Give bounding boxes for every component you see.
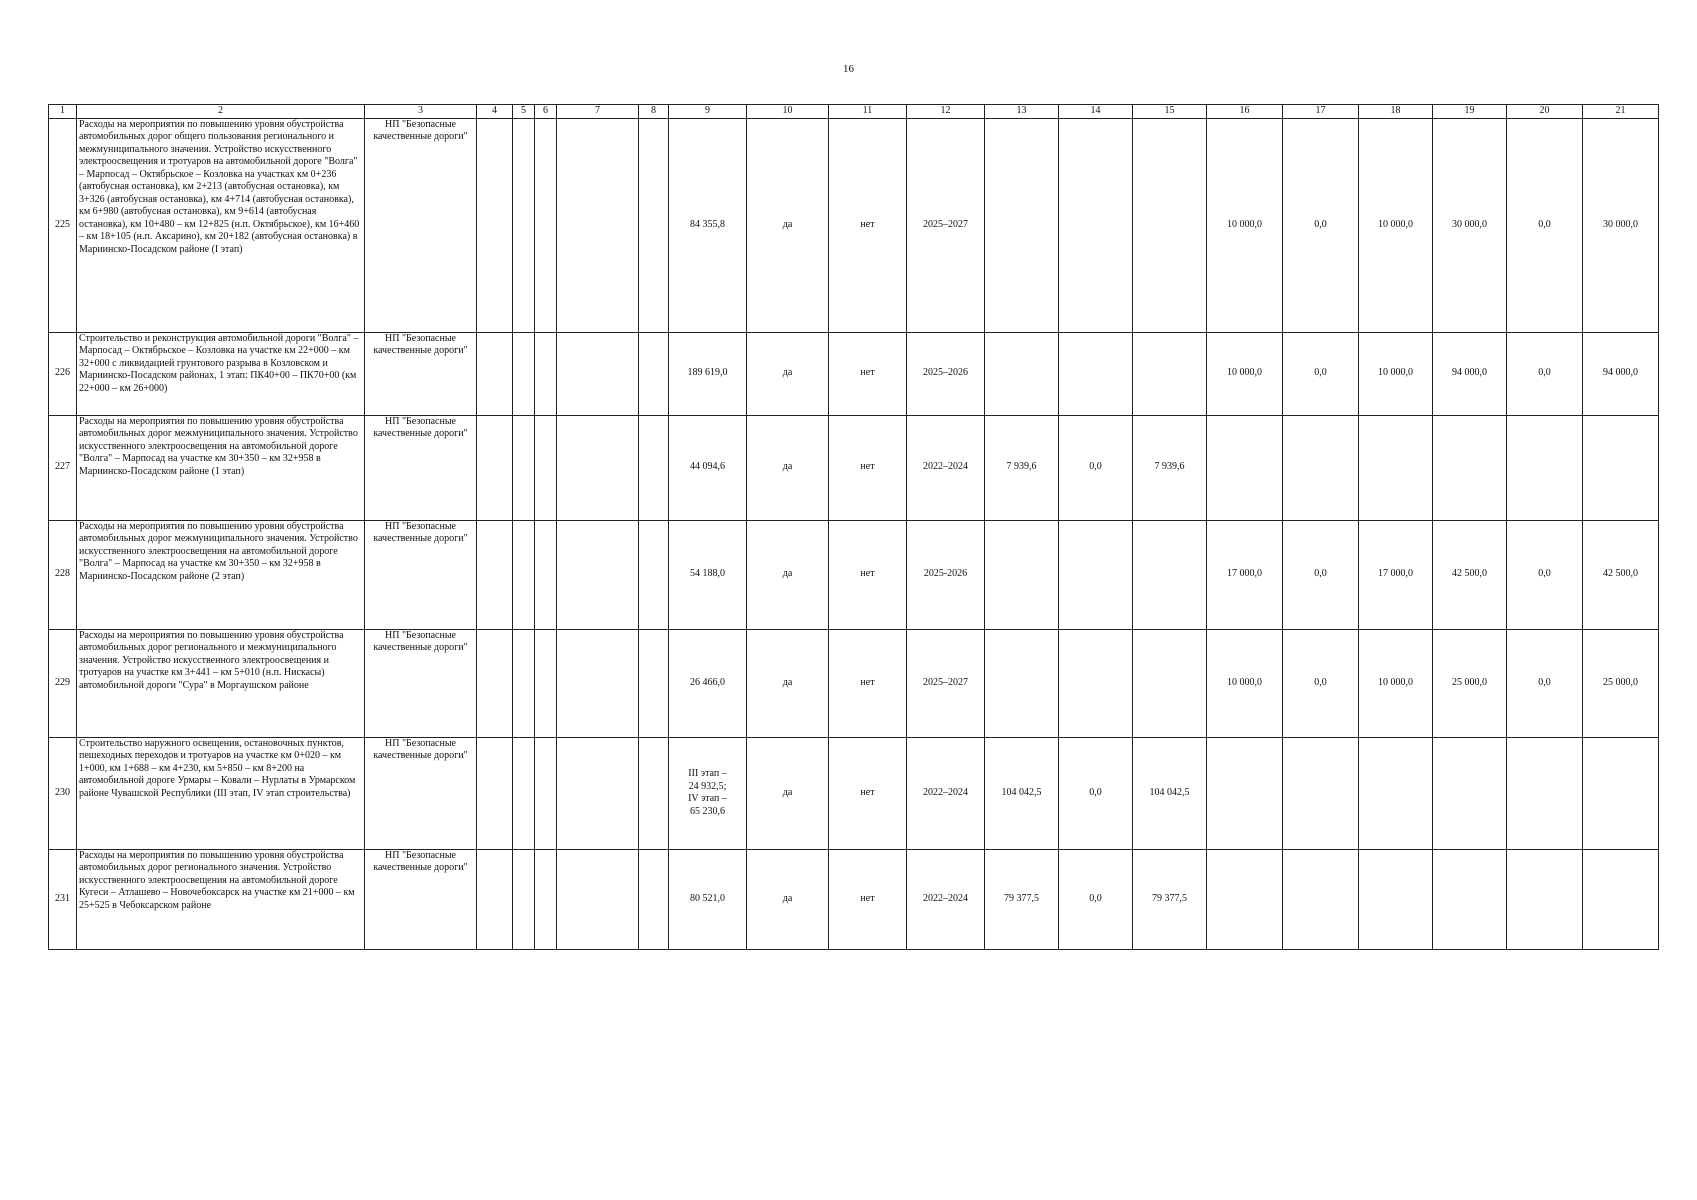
amount-cell — [1359, 849, 1433, 949]
amount-cell: 10 000,0 — [1207, 118, 1283, 332]
empty-cell — [477, 520, 513, 629]
amount-cell: 30 000,0 — [1583, 118, 1659, 332]
amount-cell: 0,0 — [1059, 849, 1133, 949]
row-number: 230 — [49, 737, 77, 849]
amount-cell: 0,0 — [1283, 629, 1359, 737]
amount-cell — [1133, 629, 1207, 737]
cost-cell — [669, 737, 747, 849]
empty-cell — [513, 118, 535, 332]
table-row — [49, 332, 1659, 415]
amount-cell — [985, 118, 1059, 332]
amount-cell: 10 000,0 — [1207, 332, 1283, 415]
amount-cell: 94 000,0 — [1583, 332, 1659, 415]
column-header: 16 — [1207, 105, 1283, 119]
flag-cell: да — [747, 520, 829, 629]
table-row — [49, 118, 1659, 332]
period-cell: 2025-2026 — [907, 520, 985, 629]
column-header: 4 — [477, 105, 513, 119]
amount-cell — [985, 520, 1059, 629]
responsible-org: НП "Безопасные качественные дороги" — [365, 849, 477, 949]
column-header: 15 — [1133, 105, 1207, 119]
table-row — [49, 415, 1659, 520]
amount-cell: 0,0 — [1059, 415, 1133, 520]
amount-cell — [1507, 849, 1583, 949]
amount-cell: 94 000,0 — [1433, 332, 1507, 415]
empty-cell — [535, 118, 557, 332]
row-number: 229 — [49, 629, 77, 737]
amount-cell: 25 000,0 — [1433, 629, 1507, 737]
column-header: 14 — [1059, 105, 1133, 119]
empty-cell — [535, 849, 557, 949]
amount-cell: 42 500,0 — [1583, 520, 1659, 629]
responsible-org: НП "Безопасные качественные дороги" — [365, 332, 477, 415]
period-cell: 2022–2024 — [907, 415, 985, 520]
amount-cell: 10 000,0 — [1359, 629, 1433, 737]
column-header: 8 — [639, 105, 669, 119]
cost-stage-line: 65 230,6 — [690, 805, 725, 817]
empty-cell — [513, 629, 535, 737]
empty-cell — [477, 118, 513, 332]
cost-cell: 26 466,0 — [669, 629, 747, 737]
empty-cell — [535, 415, 557, 520]
cost-cell: 44 094,6 — [669, 415, 747, 520]
period-cell: 2022–2024 — [907, 737, 985, 849]
amount-cell — [1359, 415, 1433, 520]
column-header: 6 — [535, 105, 557, 119]
flag-cell: нет — [829, 332, 907, 415]
flag-cell: да — [747, 629, 829, 737]
amount-cell: 17 000,0 — [1359, 520, 1433, 629]
amount-cell — [1583, 737, 1659, 849]
cost-stage-line: 24 932,5; — [688, 780, 727, 792]
measure-name: Расходы на мероприятия по повышению уровня обустройства автомобильных дорог регионального и межмуниципального значения. Устройство искусственного электроосвещения и тротуаров на участке км 3+441 – км 5+010 (н.п. Нискасы) автомобильной дороги "Сура" в Моргаушском районе — [77, 629, 365, 737]
amount-cell: 7 939,6 — [1133, 415, 1207, 520]
flag-cell: да — [747, 118, 829, 332]
empty-cell — [513, 332, 535, 415]
amount-cell: 0,0 — [1507, 629, 1583, 737]
empty-cell — [639, 118, 669, 332]
empty-cell — [639, 332, 669, 415]
amount-cell — [1059, 629, 1133, 737]
row-number: 231 — [49, 849, 77, 949]
measure-name: Расходы на мероприятия по повышению уровня обустройства автомобильных дорог межмуниципального значения. Устройство искусственного электроосвещения на автомобильной дороге "Волга" – Марпосад на участке км 30+350 – км 32+958 в Мариинско-Посадском районе (2 этап) — [77, 520, 365, 629]
amount-cell: 10 000,0 — [1359, 332, 1433, 415]
amount-cell — [1283, 849, 1359, 949]
measure-name: Строительство и реконструкция автомобильной дороги "Волга" – Марпосад – Октябрьское – Козловка на участке км 22+000 – км 32+000 с ликвидацией грунтового разрыва в Козловском и Мариинско-Посадском районах, 1 этап: ПК40+00 – ПК70+00 (км 22+000 – км 26+000) — [77, 332, 365, 415]
amount-cell: 0,0 — [1283, 118, 1359, 332]
empty-cell — [535, 737, 557, 849]
amount-cell: 10 000,0 — [1359, 118, 1433, 332]
empty-cell — [639, 737, 669, 849]
flag-cell: нет — [829, 629, 907, 737]
empty-cell — [477, 849, 513, 949]
empty-cell — [477, 737, 513, 849]
period-cell: 2022–2024 — [907, 849, 985, 949]
measure-name: Расходы на мероприятия по повышению уровня обустройства автомобильных дорог межмуниципального значения. Устройство искусственного электроосвещения на автомобильной дороге "Волга" – Марпосад на участке км 30+350 – км 32+958 в Мариинско-Посадском районе (1 этап) — [77, 415, 365, 520]
amount-cell — [1583, 849, 1659, 949]
empty-cell — [513, 415, 535, 520]
amount-cell — [985, 332, 1059, 415]
empty-cell — [535, 332, 557, 415]
amount-cell: 0,0 — [1059, 737, 1133, 849]
row-number: 228 — [49, 520, 77, 629]
column-header: 7 — [557, 105, 639, 119]
empty-cell — [557, 629, 639, 737]
column-header: 13 — [985, 105, 1059, 119]
amount-cell: 0,0 — [1507, 332, 1583, 415]
empty-cell — [477, 415, 513, 520]
amount-cell — [1059, 520, 1133, 629]
amount-cell: 0,0 — [1283, 520, 1359, 629]
measure-name: Строительство наружного освещения, остановочных пунктов, пешеходных переходов и тротуаров на участке км 0+020 – км 1+000, км 1+688 – км 4+230, км 5+850 – км 8+200 на автомобильной дороге Урмары – Ковали – Нурлаты в Урмарском районе Чувашской Республики (III этап, IV этап строительства) — [77, 737, 365, 849]
flag-cell: нет — [829, 520, 907, 629]
amount-cell: 0,0 — [1283, 332, 1359, 415]
amount-cell: 42 500,0 — [1433, 520, 1507, 629]
period-cell: 2025–2027 — [907, 118, 985, 332]
cost-cell: 80 521,0 — [669, 849, 747, 949]
cost-stage-line: III этап – — [688, 768, 727, 779]
responsible-org: НП "Безопасные качественные дороги" — [365, 629, 477, 737]
responsible-org: НП "Безопасные качественные дороги" — [365, 520, 477, 629]
amount-cell: 25 000,0 — [1583, 629, 1659, 737]
empty-cell — [477, 629, 513, 737]
empty-cell — [639, 849, 669, 949]
amount-cell — [1283, 737, 1359, 849]
flag-cell: нет — [829, 849, 907, 949]
amount-cell: 0,0 — [1507, 118, 1583, 332]
empty-cell — [639, 629, 669, 737]
amount-cell — [985, 629, 1059, 737]
column-header: 11 — [829, 105, 907, 119]
amount-cell — [1359, 737, 1433, 849]
column-header: 19 — [1433, 105, 1507, 119]
column-header: 3 — [365, 105, 477, 119]
amount-cell — [1283, 415, 1359, 520]
cost-cell: 189 619,0 — [669, 332, 747, 415]
column-header: 10 — [747, 105, 829, 119]
responsible-org: НП "Безопасные качественные дороги" — [365, 737, 477, 849]
empty-cell — [535, 629, 557, 737]
table-row — [49, 849, 1659, 949]
amount-cell — [1207, 415, 1283, 520]
flag-cell: нет — [829, 415, 907, 520]
flag-cell: да — [747, 415, 829, 520]
empty-cell — [557, 520, 639, 629]
column-header: 2 — [77, 105, 365, 119]
cost-cell: 54 188,0 — [669, 520, 747, 629]
amount-cell: 30 000,0 — [1433, 118, 1507, 332]
page-number: 16 — [843, 63, 854, 75]
empty-cell — [557, 415, 639, 520]
amount-cell — [1507, 415, 1583, 520]
amount-cell — [1433, 415, 1507, 520]
empty-cell — [513, 520, 535, 629]
empty-cell — [535, 520, 557, 629]
table-row — [49, 737, 1659, 849]
empty-cell — [639, 415, 669, 520]
program-table — [48, 104, 1659, 950]
amount-cell — [1583, 415, 1659, 520]
empty-cell — [557, 118, 639, 332]
row-number: 226 — [49, 332, 77, 415]
table-row — [49, 629, 1659, 737]
amount-cell: 79 377,5 — [985, 849, 1059, 949]
amount-cell: 0,0 — [1507, 520, 1583, 629]
cost-stage-line: IV этап – — [688, 793, 727, 804]
column-header: 21 — [1583, 105, 1659, 119]
empty-cell — [477, 332, 513, 415]
column-header: 9 — [669, 105, 747, 119]
table-row — [49, 520, 1659, 629]
measure-name: Расходы на мероприятия по повышению уровня обустройства автомобильных дорог общего пользования регионального и межмуниципального значения. Устройство искусственного электроосвещения и тротуаров на автомобильной дороге "Волга" – Марпосад – Октябрьское – Козловка на участках км 0+236 (автобусная остановка), км 2+213 (автобусная остановка), км 3+326 (автобусная остановка), км 4+714 (автобусная остановка), км 6+980 (автобусная остановка), км 9+614 (автобусная остановка), км 10+480 – км 12+825 (н.п. Октябрьское), км 16+460 – км 18+105 (н.п. Аксарино), км 20+182 (автобусная остановка) в Мариинско-Посадском районе (I этап) — [77, 118, 365, 332]
amount-cell: 10 000,0 — [1207, 629, 1283, 737]
column-number-row — [49, 105, 1659, 119]
flag-cell: да — [747, 737, 829, 849]
empty-cell — [513, 737, 535, 849]
flag-cell: да — [747, 849, 829, 949]
amount-cell — [1207, 849, 1283, 949]
period-cell: 2025–2027 — [907, 629, 985, 737]
amount-cell — [1133, 332, 1207, 415]
flag-cell: нет — [829, 118, 907, 332]
amount-cell — [1133, 118, 1207, 332]
row-number: 225 — [49, 118, 77, 332]
empty-cell — [639, 520, 669, 629]
responsible-org: НП "Безопасные качественные дороги" — [365, 118, 477, 332]
responsible-org: НП "Безопасные качественные дороги" — [365, 415, 477, 520]
column-header: 1 — [49, 105, 77, 119]
measure-name: Расходы на мероприятия по повышению уровня обустройства автомобильных дорог регионального значения. Устройство искусственного электроосвещения на автомобильной дороге Кугеси – Атлашево – Новочебоксарск на участке км 21+000 – км 25+525 в Чебоксарском районе — [77, 849, 365, 949]
amount-cell: 17 000,0 — [1207, 520, 1283, 629]
column-header: 20 — [1507, 105, 1583, 119]
amount-cell — [1059, 118, 1133, 332]
column-header: 5 — [513, 105, 535, 119]
amount-cell: 7 939,6 — [985, 415, 1059, 520]
flag-cell: да — [747, 332, 829, 415]
period-cell: 2025–2026 — [907, 332, 985, 415]
column-header: 12 — [907, 105, 985, 119]
amount-cell: 104 042,5 — [1133, 737, 1207, 849]
empty-cell — [557, 737, 639, 849]
empty-cell — [557, 332, 639, 415]
amount-cell — [1059, 332, 1133, 415]
flag-cell: нет — [829, 737, 907, 849]
amount-cell: 79 377,5 — [1133, 849, 1207, 949]
amount-cell — [1207, 737, 1283, 849]
amount-cell — [1133, 520, 1207, 629]
column-header: 17 — [1283, 105, 1359, 119]
amount-cell — [1507, 737, 1583, 849]
amount-cell — [1433, 737, 1507, 849]
cost-cell: 84 355,8 — [669, 118, 747, 332]
empty-cell — [557, 849, 639, 949]
amount-cell: 104 042,5 — [985, 737, 1059, 849]
empty-cell — [513, 849, 535, 949]
column-header: 18 — [1359, 105, 1433, 119]
amount-cell — [1433, 849, 1507, 949]
row-number: 227 — [49, 415, 77, 520]
